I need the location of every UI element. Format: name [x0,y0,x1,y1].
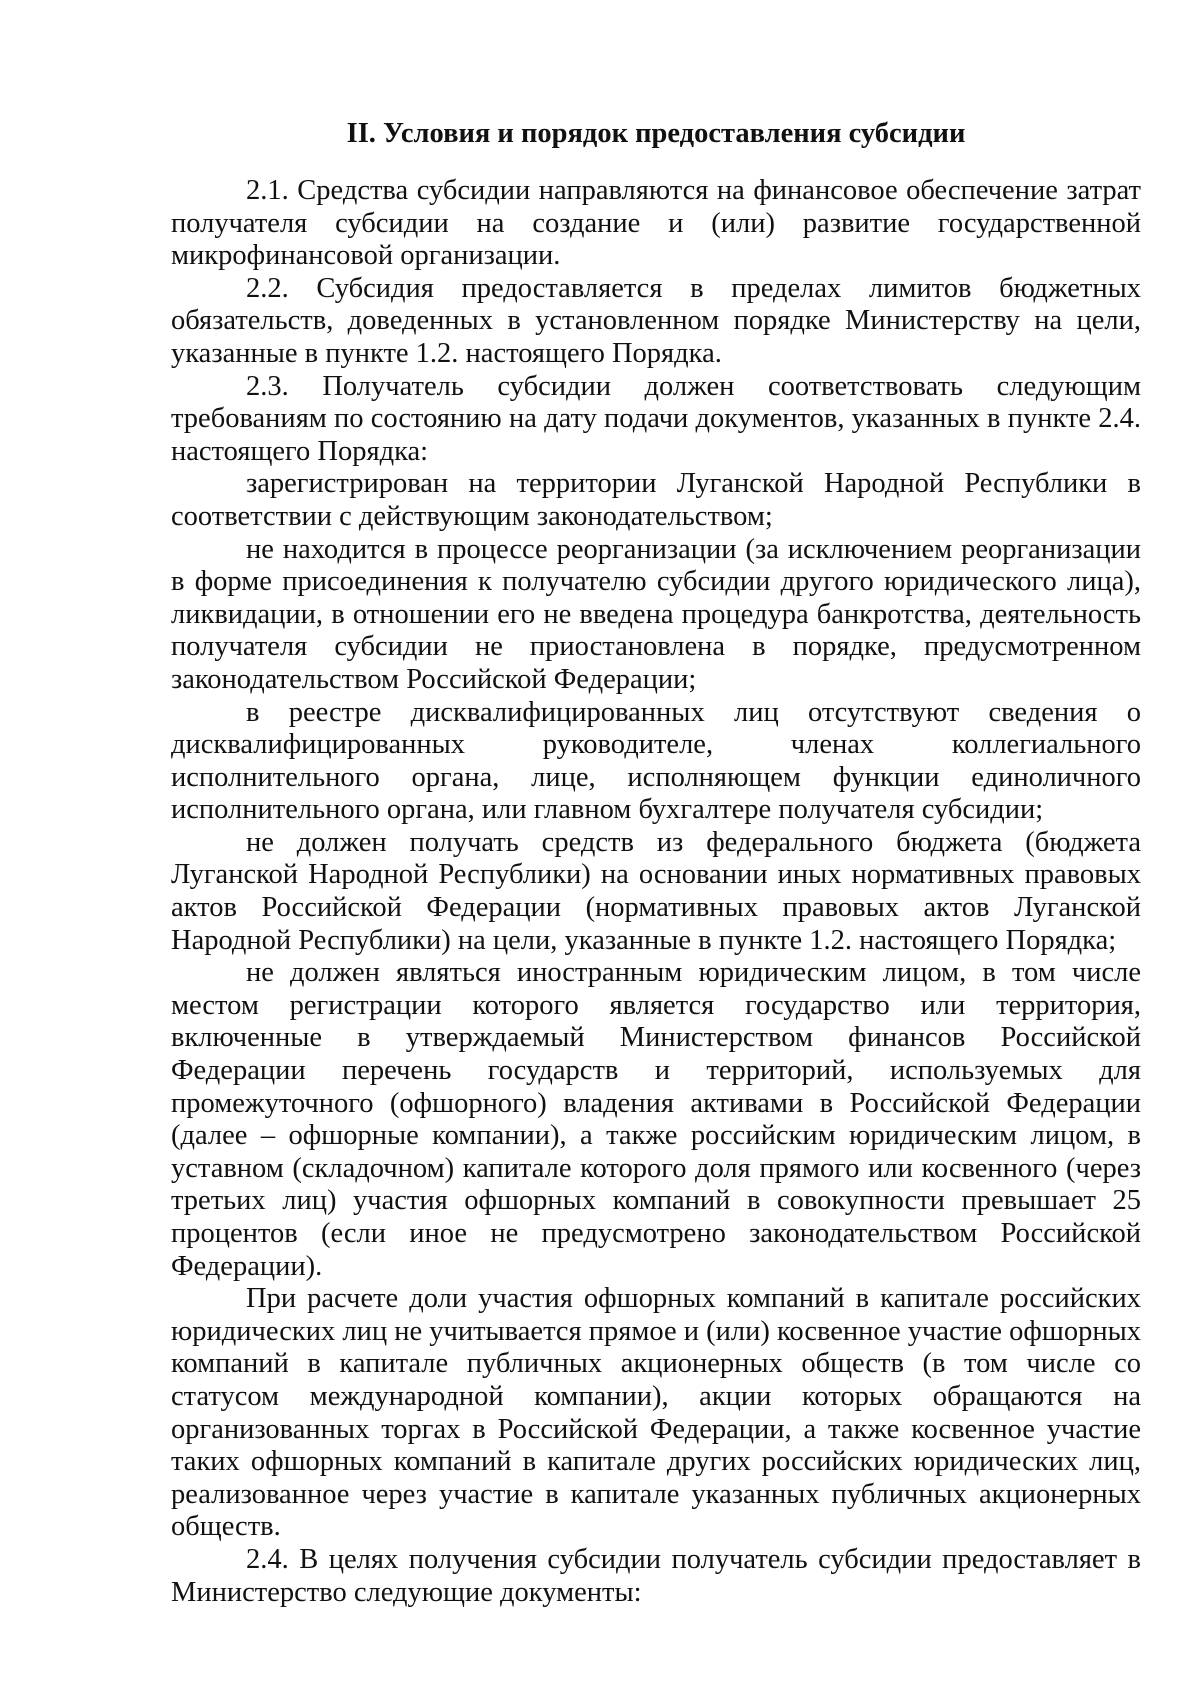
paragraph-2-2: 2.2. Субсидия предоставляется в пределах лимитов бюджетных обязательств, доведенных в установленном порядке Министерству на цели, указанные в пункте 1.2. настоящего Порядка. [171,272,1141,369]
requirement-registration: зарегистрирован на территории Луганской Народной Республики в соответствии с действующим законодательством; [171,468,1141,532]
paragraph-2-3: 2.3. Получатель субсидии должен соответствовать следующим требованиям по состоянию на дату подачи документов, указанных в пункте 2.4. настоящего Порядка: [171,370,1141,467]
requirement-no-other-funding: не должен получать средств из федерального бюджета (бюджета Луганской Народной Республики) на основании иных нормативных правовых актов Российской Федерации (нормативных правовых актов Луганской Народной Республики) на цели, указанные в пункте 1.2. настоящего Порядка; [171,826,1141,956]
requirement-not-offshore: не должен являться иностранным юридическим лицом, в том числе местом регистрации которого является государство или территория, включенные в утверждаемый Министерством финансов Российской Федерации перечень государств и территорий, используемых для промежуточного (офшорного) владения активами в Российской Федерации (далее – офшорные компании), а также российским юридическим лицом, в уставном (складочном) капитале которого доля прямого или косвенного (через третьих лиц) участия офшорных компаний в совокупности превышает 25 процентов (если иное не предусмотрено законодательством Российской Федерации). [171,957,1141,1282]
requirement-no-reorganization: не находится в процессе реорганизации (за исключением реорганизации в форме присоединения к получателю субсидии другого юридического лица), ликвидации, в отношении его не введена процедура банкротства, деятельность получателя субсидии не приостановлена в порядке, предусмотренном законодательством Российской Федерации; [171,533,1141,695]
paragraph-2-1: 2.1. Средства субсидии направляются на финансовое обеспечение затрат получателя субсидии на создание и (или) развитие государственной микрофинансовой организации. [171,175,1141,272]
offshore-share-calculation: При расчете доли участия офшорных компаний в капитале российских юридических лиц не учитывается прямое и (или) косвенное участие офшорных компаний в капитале публичных акционерных обществ (в том числе со статусом международной компании), акции которых обращаются на организованных торгах в Российской Федерации, а также косвенное участие таких офшорных компаний в капитале других российских юридических лиц, реализованное через участие в капитале указанных публичных акционерных обществ. [171,1283,1141,1543]
section-title: II. Условия и порядок предоставления субсидии [346,118,966,149]
document-body [171,118,1141,1609]
paragraph-2-4: 2.4. В целях получения субсидии получатель субсидии предоставляет в Министерство следующие документы: [171,1543,1141,1608]
requirement-disqualified-registry: в реестре дисквалифицированных лиц отсутствуют сведения о дисквалифицированных руководителе, членах коллегиального исполнительного органа, лице, исполняющем функции единоличного исполнительного органа, или главном бухгалтере получателя субсидии; [171,696,1141,826]
